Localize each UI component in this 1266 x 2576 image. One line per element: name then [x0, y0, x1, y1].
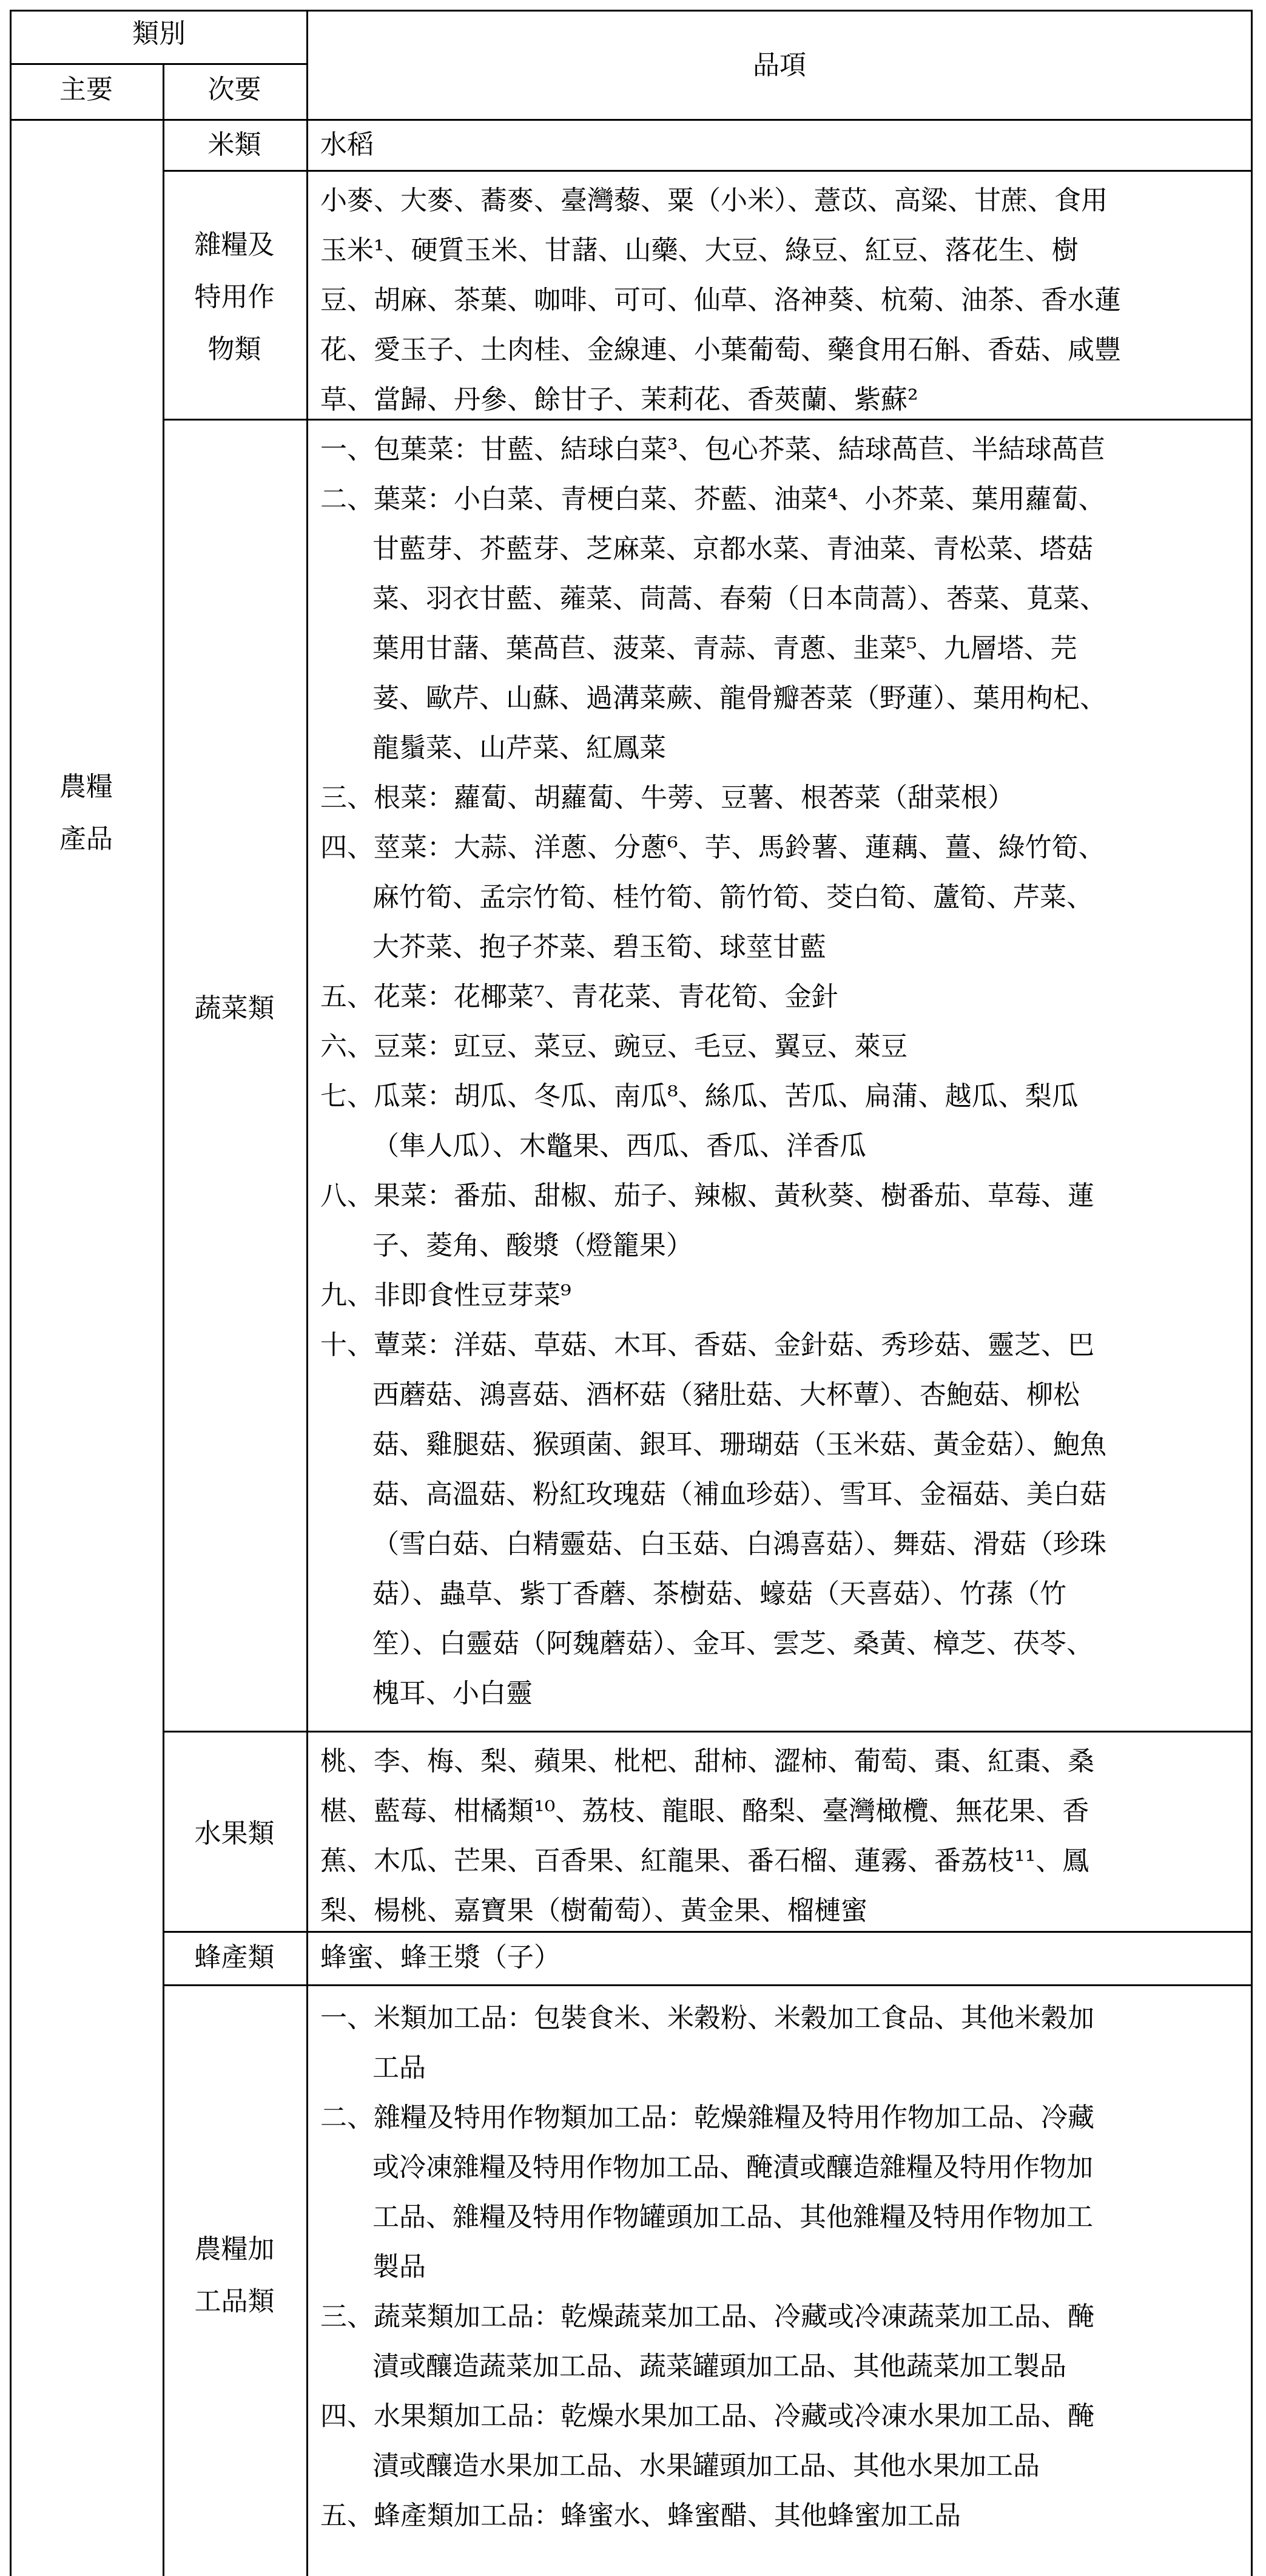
grain-item-line: 豆、胡麻、茶葉、咖啡、可可、仙草、洛神葵、杭菊、油茶、香水蓮: [320, 285, 1121, 316]
processed-item-line: 或冷凍雜糧及特用作物加工品、醃漬或釀造雜糧及特用作物加: [372, 2152, 1093, 2183]
vegetable-item-line: 菇）、蟲草、紫丁香蘑、茶樹菇、蠔菇（天喜菇）、竹蓀（竹: [372, 1578, 1066, 1609]
processed-items: [320, 1993, 1248, 2541]
processed-item-line: 漬或釀造蔬菜加工品、蔬菜罐頭加工品、其他蔬菜加工製品: [372, 2351, 1066, 2382]
main-category-header: 主要: [59, 74, 113, 105]
table-left-border: [10, 10, 12, 2576]
processed-label-line: 工品類: [194, 2286, 275, 2317]
vegetable-item-line: 六、豆菜：豇豆、菜豆、豌豆、毛豆、翼豆、萊豆: [320, 1031, 907, 1062]
vegetable-item-line: 麻竹筍、孟宗竹筍、桂竹筍、箭竹筍、茭白筍、蘆筍、芹菜、: [372, 882, 1093, 913]
vegetable-item-line: 十、蕈菜：洋菇、草菇、木耳、香菇、金針菇、秀珍菇、靈芝、巴: [320, 1330, 1094, 1361]
fruit-items: [320, 1737, 1248, 1936]
vegetable-category-label: 蔬菜類: [194, 993, 275, 1024]
fruit-item-line: 椹、藍莓、柑橘類¹⁰、荔枝、龍眼、酪梨、臺灣橄欖、無花果、香: [320, 1796, 1089, 1827]
vegetable-item-line: （隼人瓜）、木鼈果、西瓜、香瓜、洋香瓜: [372, 1131, 866, 1161]
vegetable-item-line: 笙）、白靈菇（阿魏蘑菇）、金耳、雲芝、桑黃、樟芝、茯苓、: [372, 1628, 1093, 1659]
grain-label-line: 物類: [207, 334, 261, 365]
main-sub-divider: [163, 63, 164, 2576]
grain-item-line: 玉米¹、硬質玉米、甘藷、山藥、大豆、綠豆、紅豆、落花生、樹: [320, 235, 1079, 266]
bee-item-text: 蜂蜜、蜂王漿（子）: [320, 1942, 561, 1973]
vegetable-item-line: 甘藍芽、芥藍芽、芝麻菜、京都水菜、青油菜、青松菜、塔菇: [372, 533, 1093, 564]
processed-item-line: 五、蜂產類加工品：蜂蜜水、蜂蜜醋、其他蜂蜜加工品: [320, 2500, 961, 2531]
grain-item-line: 花、愛玉子、土肉桂、金線連、小葉葡萄、藥食用石斛、香菇、咸豐: [320, 334, 1121, 365]
processed-label-line: 農糧加: [194, 2234, 275, 2265]
grain-label-line: 雜糧及: [194, 229, 275, 260]
grain-label-line: 特用作: [194, 282, 275, 313]
vegetable-items: [320, 425, 1248, 1719]
vegetable-item-line: 荽、歐芹、山蘇、過溝菜蕨、龍骨瓣莕菜（野蓮）、葉用枸杞、: [372, 683, 1106, 714]
fruit-item-line: 蕉、木瓜、芒果、百香果、紅龍果、番石榴、蓮霧、番荔枝¹¹、鳳: [320, 1845, 1089, 1876]
vegetable-item-line: 菜、羽衣甘藍、蕹菜、茼蒿、春菊（日本茼蒿）、莕菜、莧菜、: [372, 583, 1106, 614]
vegetable-item-line: 子、菱角、酸漿（燈籠果）: [372, 1230, 693, 1261]
processed-item-line: 三、蔬菜類加工品：乾燥蔬菜加工品、冷藏或冷凍蔬菜加工品、醃: [320, 2301, 1094, 2332]
processed-item-line: 四、水果類加工品：乾燥水果加工品、冷藏或冷凍水果加工品、醃: [320, 2401, 1094, 2432]
category-items-divider: [306, 10, 308, 2576]
vegetable-item-line: 菇、雞腿菇、猴頭菌、銀耳、珊瑚菇（玉米菇、黃金菇）、鮑魚: [372, 1429, 1106, 1460]
grain-item-line: 小麥、大麥、蕎麥、臺灣藜、粟（小米）、薏苡、高粱、甘蔗、食用: [320, 185, 1108, 216]
vegetable-item-line: 九、非即食性豆芽菜⁹: [320, 1280, 571, 1311]
header-category-divider: [10, 63, 308, 65]
vegetable-item-line: 西蘑菇、鴻喜菇、酒杯菇（豬肚菇、大杯蕈）、杏鮑菇、柳松: [372, 1379, 1080, 1410]
table-top-border: [10, 10, 1253, 12]
grain-items: [320, 176, 1248, 425]
vegetable-item-line: （雪白菇、白精靈菇、白玉菇、白鴻喜菇）、舞菇、滑菇（珍珠: [372, 1529, 1106, 1560]
sub-category-header: 次要: [207, 74, 261, 105]
main-category-line: 產品: [59, 823, 113, 854]
vegetable-item-line: 三、根菜：蘿蔔、胡蘿蔔、牛蒡、豆薯、根莕菜（甜菜根）: [320, 782, 1014, 813]
vegetable-item-line: 八、果菜：番茄、甜椒、茄子、辣椒、黃秋葵、樹番茄、草莓、蓮: [320, 1180, 1094, 1211]
vegetable-item-line: 葉用甘藷、葉萵苣、菠菜、青蒜、青蔥、韭菜⁵、九層塔、芫: [372, 633, 1077, 664]
fruit-item-line: 桃、李、梅、梨、蘋果、枇杷、甜柿、澀柿、葡萄、棗、紅棗、桑: [320, 1746, 1094, 1777]
vegetable-item-line: 二、葉菜：小白菜、青梗白菜、芥藍、油菜⁴、小芥菜、葉用蘿蔔、: [320, 484, 1105, 515]
vegetable-item-line: 七、瓜菜：胡瓜、冬瓜、南瓜⁸、絲瓜、苦瓜、扁蒲、越瓜、梨瓜: [320, 1081, 1079, 1112]
table-right-border: [1251, 10, 1253, 2576]
fruit-category-label: 水果類: [194, 1818, 275, 1849]
processed-item-line: 工品、雜糧及特用作物罐頭加工品、其他雜糧及特用作物加工: [372, 2202, 1093, 2233]
processed-item-line: 一、米類加工品：包裝食米、米穀粉、米穀加工食品、其他米穀加: [320, 2003, 1094, 2033]
rice-category-label: 米類: [207, 129, 261, 160]
vegetable-item-line: 菇、高溫菇、粉紅玫瑰菇（補血珍菇）、雪耳、金福菇、美白菇: [372, 1479, 1106, 1510]
processed-item-line: 漬或釀造水果加工品、水果罐頭加工品、其他水果加工品: [372, 2450, 1040, 2481]
bee-items: [320, 1933, 1248, 1983]
bee-row-border: [163, 1984, 1253, 1986]
vegetable-item-line: 五、花菜：花椰菜⁷、青花菜、青花筍、金針: [320, 981, 838, 1012]
vegetable-item-line: 四、莖菜：大蒜、洋蔥、分蔥⁶、芋、馬鈴薯、蓮藕、薑、綠竹筍、: [320, 832, 1105, 863]
processed-item-line: 製品: [372, 2251, 426, 2282]
processed-category-label: [163, 2215, 306, 2336]
fruit-item-line: 梨、楊桃、嘉寶果（樹葡萄）、黃金果、榴槤蜜: [320, 1895, 867, 1926]
vegetable-item-line: 槐耳、小白靈: [372, 1678, 533, 1709]
vegetable-row-border: [163, 1731, 1253, 1733]
main-category-agricultural-products: [10, 759, 163, 868]
items-header: 品項: [753, 50, 806, 81]
rice-row-border: [163, 170, 1253, 172]
vegetable-item-line: 大芥菜、抱子芥菜、碧玉筍、球莖甘藍: [372, 931, 826, 962]
rice-items: [320, 120, 1248, 170]
vegetable-item-line: 龍鬚菜、山芹菜、紅鳳菜: [372, 732, 666, 763]
main-category-line: 農糧: [59, 771, 113, 802]
bee-category-label: 蜂產類: [194, 1942, 275, 1973]
category-header: 類別: [132, 18, 186, 49]
processed-item-line: 工品: [372, 2052, 426, 2083]
vegetable-item-line: 一、包葉菜：甘藍、結球白菜³、包心芥菜、結球萵苣、半結球萵苣: [320, 434, 1105, 465]
rice-item-text: 水稻: [320, 129, 374, 160]
grain-item-line: 草、當歸、丹參、餘甘子、茉莉花、香莢蘭、紫蘇²: [320, 384, 918, 415]
grain-category-label: [163, 182, 306, 413]
processed-item-line: 二、雜糧及特用作物類加工品：乾燥雜糧及特用作物加工品、冷藏: [320, 2102, 1094, 2133]
